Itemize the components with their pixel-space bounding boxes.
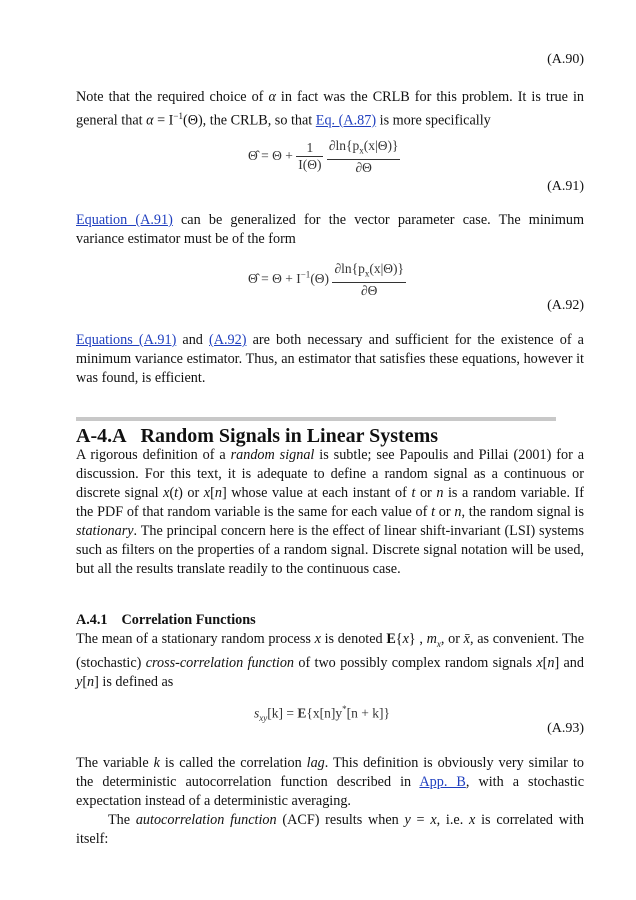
equation-number-a92: (A.92) (547, 298, 584, 313)
section-divider (76, 417, 556, 421)
paragraph-efficient-estimator: Equations (A.91) and (A.92) are both necessary and sufficient for the existence of a minimum variance estimator. Thus, an estimator that satisfies these equations, however it was found, is efficient. (76, 332, 584, 386)
link-eq-a87[interactable]: Eq. (A.87) (315, 112, 377, 129)
equation-number-a90: (A.90) (547, 52, 584, 67)
link-app-b[interactable]: App. B (419, 774, 466, 790)
fraction-score: $\frac{\partial\ln\{p_x(x|\Theta)\}}{\partial\Theta}$ (328, 138, 399, 175)
link-equations-a91[interactable]: Equations (A.91) (76, 332, 177, 348)
subsection-heading: A.4.1 Correlation Functions (76, 612, 256, 628)
paragraph-mean-and-crosscorrelation: The mean of a stationary random process x is denoted E{x} , $m_x$, or x̄, as convenient. The (stochastic) cross-correlation function of two possibly complex random signals x[n] and y[n] is defined as (76, 631, 585, 690)
paragraph-random-signal-definition: A rigorous definition of a random signal is subtle; see Papoulis and Pillai (2001) for a discussion. For this text, it is adequate to define a random signal as a continuous or discrete signal x(t) or x[n] whose value at each instant of t or n is a random variable. If the PDF of that random variable is the same for each value of t or n, the random signal is stationary. The principal concern here is the effect of linear shift-invariant (LSI) systems such as filters on the properties of a random signal. Discrete signal notation will be used, but all the results translate readily to the continuous case. (76, 447, 585, 577)
paragraph-crlb-note: Note that the required choice of α in fact was the CRLB for this problem. It is true in general that $\alpha = I^{-1}(\Theta)$, the CRLB, so that Eq. (A.87) is more specifically (76, 89, 584, 129)
link-equation-a91[interactable]: Equation (A.91) (76, 212, 173, 228)
paragraph-autocorrelation: The autocorrelation function (ACF) results when y = x, i.e. x is correlated with itself: (76, 812, 585, 847)
paragraph-vector-case: Equation (A.91) can be generalized for the vector parameter case. The minimum variance estimator must be of the form (76, 212, 584, 247)
equation-a92: Θ̂ = $\Theta + I^{-1}(\Theta)$ $\frac{\partial\ln\{p_x(x|\Theta)\}}{\partial\Theta}$ (248, 261, 405, 298)
fraction-one-over-fisher: $\frac{1}{I(\Theta)}$ (298, 140, 322, 173)
fraction-score-vector: $\frac{\partial\ln\{p_x(x|\Theta)\}}{\partial\Theta}$ (334, 261, 405, 298)
paragraph-correlation-lag: The variable k is called the correlation lag. This definition is obviously very similar to the deterministic autocorrelation function described in App. B, with a stochastic expectation instead of a deterministic averaging. (76, 755, 584, 809)
link-a92[interactable]: (A.92) (209, 332, 247, 348)
equation-a91: Θ̂ = Θ + $\frac{1}{I(\Theta)}$ $\frac{\partial\ln\{p_x(x|\Theta)\}}{\partial\Theta}$ (248, 138, 399, 175)
equation-number-a91: (A.91) (547, 179, 584, 194)
equation-number-a93: (A.93) (547, 721, 584, 736)
equation-a93: $s_{xy}[k] = E\{x[n]y^*[n + k]\}$ (254, 704, 390, 724)
section-heading: A-4.A Random Signals in Linear Systems (76, 425, 439, 447)
